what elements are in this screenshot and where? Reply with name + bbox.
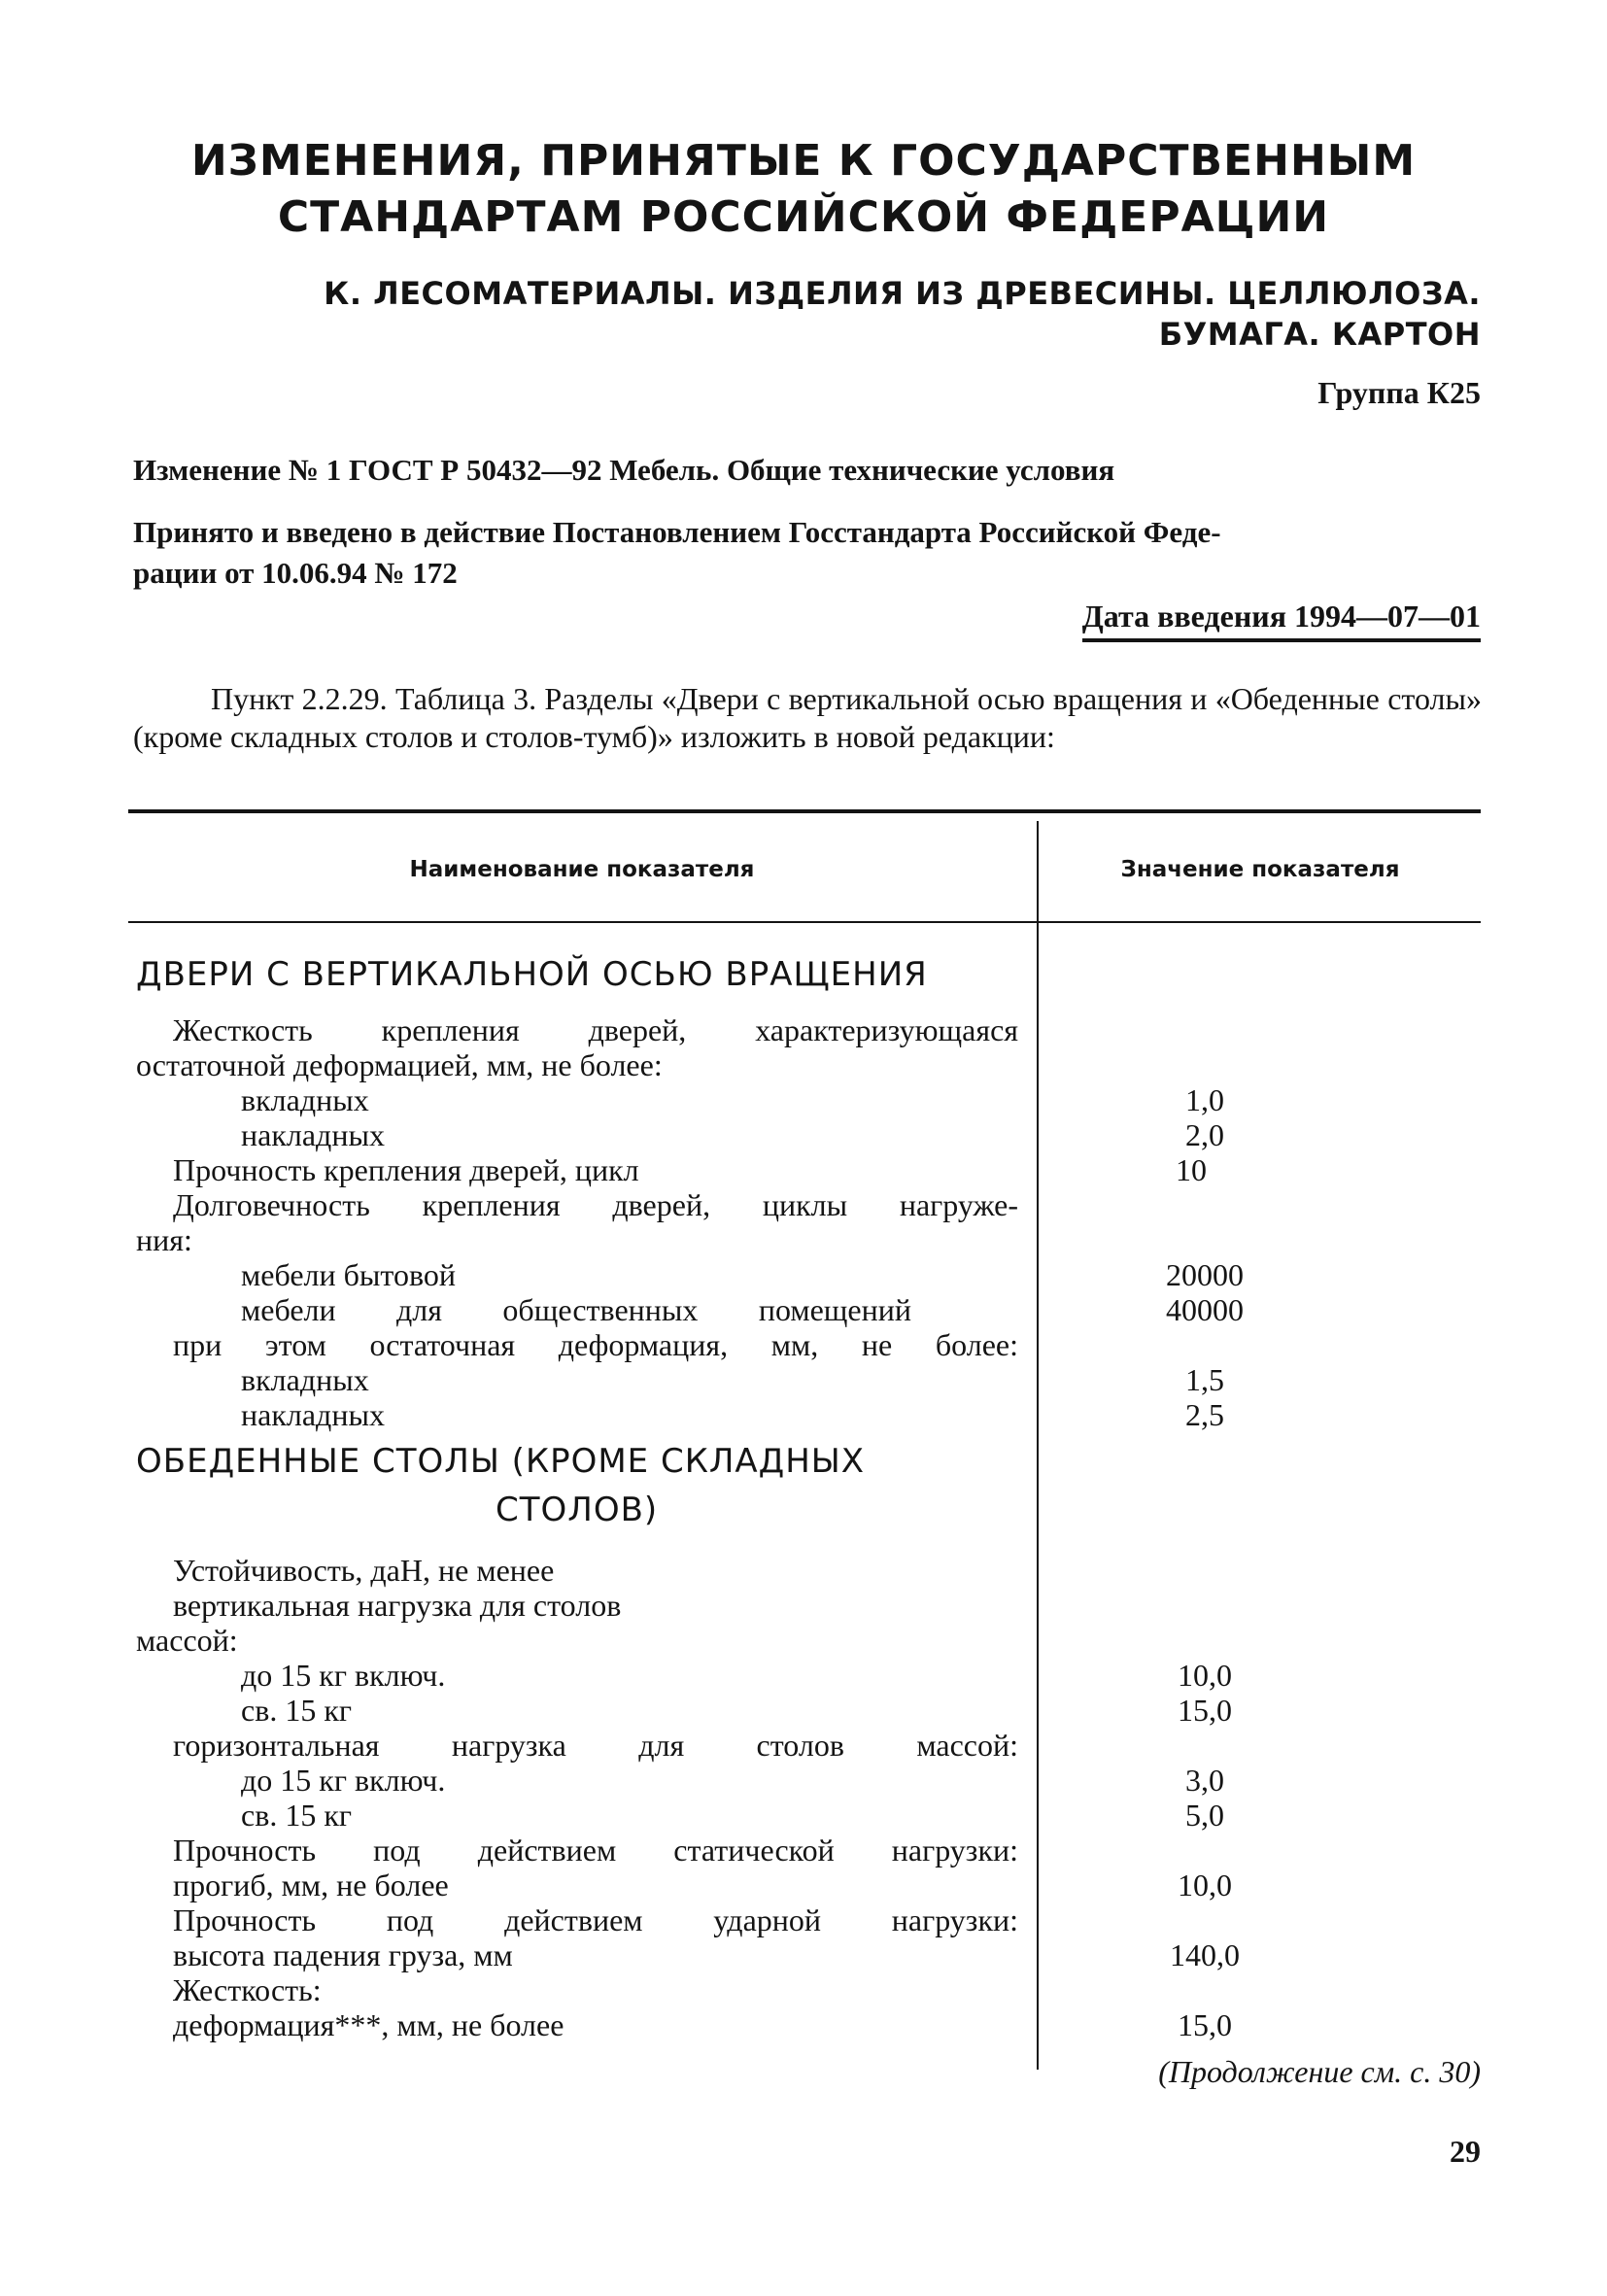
table-row-value: 1,0 — [1185, 1082, 1224, 1117]
table-row-text: деформация***, мм, не более — [173, 2007, 564, 2042]
section2-heading-line1: ОБЕДЕННЫЕ СТОЛЫ (КРОМЕ СКЛАДНЫХ — [136, 1442, 866, 1481]
table-row-text: массой: — [136, 1623, 238, 1658]
table-row-text: мебели для общественных помещений — [241, 1292, 911, 1327]
table-row-value: 20000 — [1166, 1257, 1244, 1292]
table-row-value: 10,0 — [1178, 1658, 1232, 1693]
table-row-value: 5,0 — [1185, 1798, 1224, 1833]
introduction-date: Дата введения 1994—07—01 — [1082, 599, 1481, 642]
table-row-value: 40000 — [1166, 1292, 1244, 1327]
table-row-text: накладных — [241, 1117, 385, 1152]
page-number: 29 — [1450, 2134, 1481, 2169]
column-header-name: Наименование показателя — [409, 857, 755, 882]
section2-heading-line2: СТОЛОВ) — [496, 1491, 659, 1529]
section-title-line2: БУМАГА. КАРТОН — [1158, 316, 1481, 353]
table-row-text: горизонтальная нагрузка для столов массой: — [173, 1728, 1018, 1763]
table-row-text: вертикальная нагрузка для столов — [173, 1588, 622, 1623]
group-label: Группа К25 — [1317, 375, 1481, 410]
table-row-text: при этом остаточная деформация, мм, не более: — [173, 1327, 1018, 1362]
table-row-value: 15,0 — [1178, 2007, 1232, 2042]
table-row-value: 10 — [1176, 1152, 1207, 1187]
change-title: Изменение № 1 ГОСТ Р 50432—92 Мебель. Общие технические условия — [133, 453, 1115, 487]
table-row-text: до 15 кг включ. — [241, 1658, 446, 1693]
table-header-rule — [128, 921, 1481, 923]
table-row-text: св. 15 кг — [241, 1693, 352, 1728]
table-row-text: св. 15 кг — [241, 1798, 352, 1833]
adopted-line1: Принято и введено в действие Постановлением Госстандарта Российской Феде- — [133, 515, 1221, 549]
table-row-text: Жесткость крепления дверей, характеризующаяся — [173, 1012, 1018, 1047]
table-row-text: Прочность под действием статической нагрузки: — [173, 1833, 1018, 1868]
table-row-text: вкладных — [241, 1082, 369, 1117]
adopted-line2: рации от 10.06.94 № 172 — [133, 556, 458, 590]
section1-heading: ДВЕРИ С ВЕРТИКАЛЬНОЙ ОСЬЮ ВРАЩЕНИЯ — [136, 955, 928, 994]
table-row-text: остаточной деформацией, мм, не более: — [136, 1047, 663, 1082]
continuation-note: (Продолжение см. с. 30) — [1158, 2054, 1481, 2089]
table-row-value: 3,0 — [1185, 1763, 1224, 1798]
document-title-line2: СТАНДАРТАМ РОССИЙСКОЙ ФЕДЕРАЦИИ — [277, 192, 1330, 242]
table-row-value: 10,0 — [1178, 1868, 1232, 1902]
table-row-value: 2,0 — [1185, 1117, 1224, 1152]
document-title-line1: ИЗМЕНЕНИЯ, ПРИНЯТЫЕ К ГОСУДАРСТВЕННЫМ — [190, 136, 1417, 186]
table-row-text: накладных — [241, 1397, 385, 1432]
table-row-value: 2,5 — [1185, 1397, 1224, 1432]
table-row-text: Жесткость: — [173, 1972, 322, 2007]
table-row-value: 1,5 — [1185, 1362, 1224, 1397]
table-row-text: вкладных — [241, 1362, 369, 1397]
table-row-text: Прочность крепления дверей, цикл — [173, 1152, 639, 1187]
section-title-line1: К. ЛЕСОМАТЕРИАЛЫ. ИЗДЕЛИЯ ИЗ ДРЕВЕСИНЫ. ЦЕЛЛЮЛОЗА. — [324, 275, 1481, 312]
table-row-text: Долговечность крепления дверей, циклы нагруже- — [173, 1187, 1018, 1222]
intro-paragraph-text: Пункт 2.2.29. Таблица 3. Разделы «Двери с вертикальной осью вращения и «Обеденные столы» (кроме складных столов и столов-тумб)» изложить в новой редакции: — [133, 681, 1482, 754]
table-row-text: до 15 кг включ. — [241, 1763, 446, 1798]
column-header-value: Значение показателя — [1120, 857, 1400, 882]
table-row-text: прогиб, мм, не более — [173, 1868, 449, 1902]
table-row-text: Прочность под действием ударной нагрузки: — [173, 1902, 1018, 1937]
table-row-text: Устойчивость, даН, не менее — [173, 1553, 555, 1588]
table-row-text: высота падения груза, мм — [173, 1937, 513, 1972]
table-row-value: 15,0 — [1178, 1693, 1232, 1728]
table-row-text: ния: — [136, 1222, 192, 1257]
intro-paragraph — [133, 680, 1482, 756]
table-row-text: мебели бытовой — [241, 1257, 456, 1292]
table-top-rule — [128, 809, 1481, 813]
table-row-value: 140,0 — [1170, 1937, 1240, 1972]
